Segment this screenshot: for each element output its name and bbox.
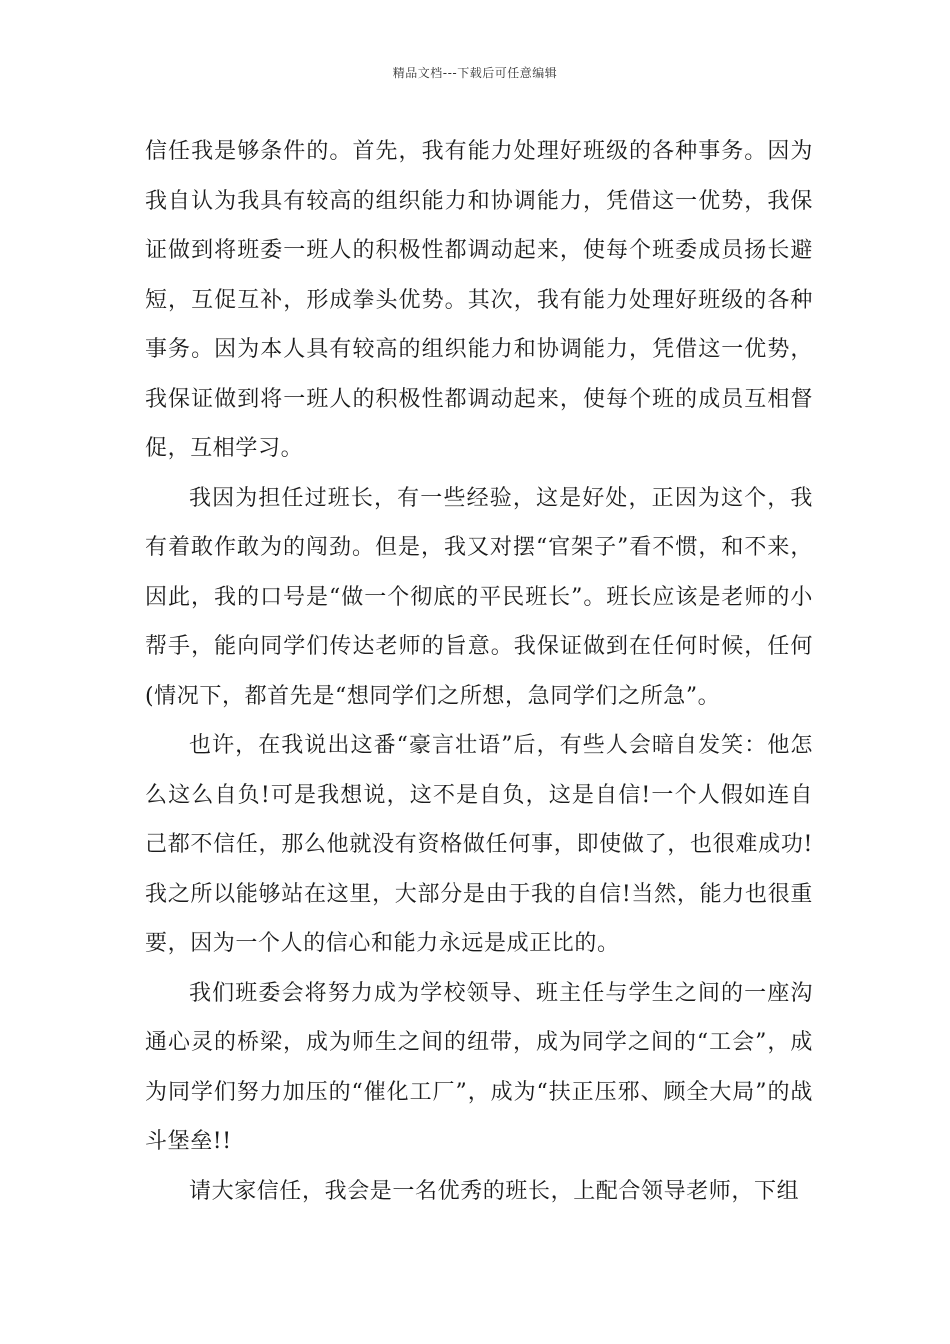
paragraph-5: 请大家信任，我会是一名优秀的班长，上配合领导老师，下组 (189, 1178, 800, 1204)
paragraph-4: 我们班委会将努力成为学校领导、班主任与学生之间的一座沟通心灵的桥梁，成为师生之间的纽带，成为同学之间的“工会”，成为同学们努力加压的“催化工厂”，成为“扶正压邪、顾全大局”的战斗堡垒!! (145, 980, 813, 1154)
paragraph-2: 我因为担任过班长，有一些经验，这是好处，正因为这个，我有着敢作敢为的闯劲。但是，我又对摆“官架子”看不惯，和不来，因此，我的口号是“做一个彻底的平民班长”。班长应该是老师的小帮手，能向同学们传达老师的旨意。我保证做到在任何时候，任何(情况下，都首先是“想同学们之所想，急同学们之所急”。 (145, 485, 813, 709)
paragraph-1: 信任我是够条件的。首先，我有能力处理好班级的各种事务。因为我自认为我具有较高的组织能力和协调能力，凭借这一优势，我保证做到将班委一班人的积极性都调动起来，使每个班委成员扬长避短，互促互补，形成拳头优势。其次，我有能力处理好班级的各种事务。因为本人具有较高的组织能力和协调能力，凭借这一优势，我保证做到将一班人的积极性都调动起来，使每个班的成员互相督促，互相学习。 (145, 139, 813, 461)
paragraph-3: 也许，在我说出这番“豪言壮语”后，有些人会暗自发笑：他怎么这么自负!可是我想说，这不是自负，这是自信!一个人假如连自己都不信任，那么他就没有资格做任何事，即使做了，也很难成功!我之所以能够站在这里，大部分是由于我的自信!当然，能力也很重要，因为一个人的信心和能力永远是成正比的。 (145, 733, 813, 956)
page-header: 精品文档---下载后可任意编辑 (392, 66, 558, 80)
document-body (145, 127, 813, 1216)
